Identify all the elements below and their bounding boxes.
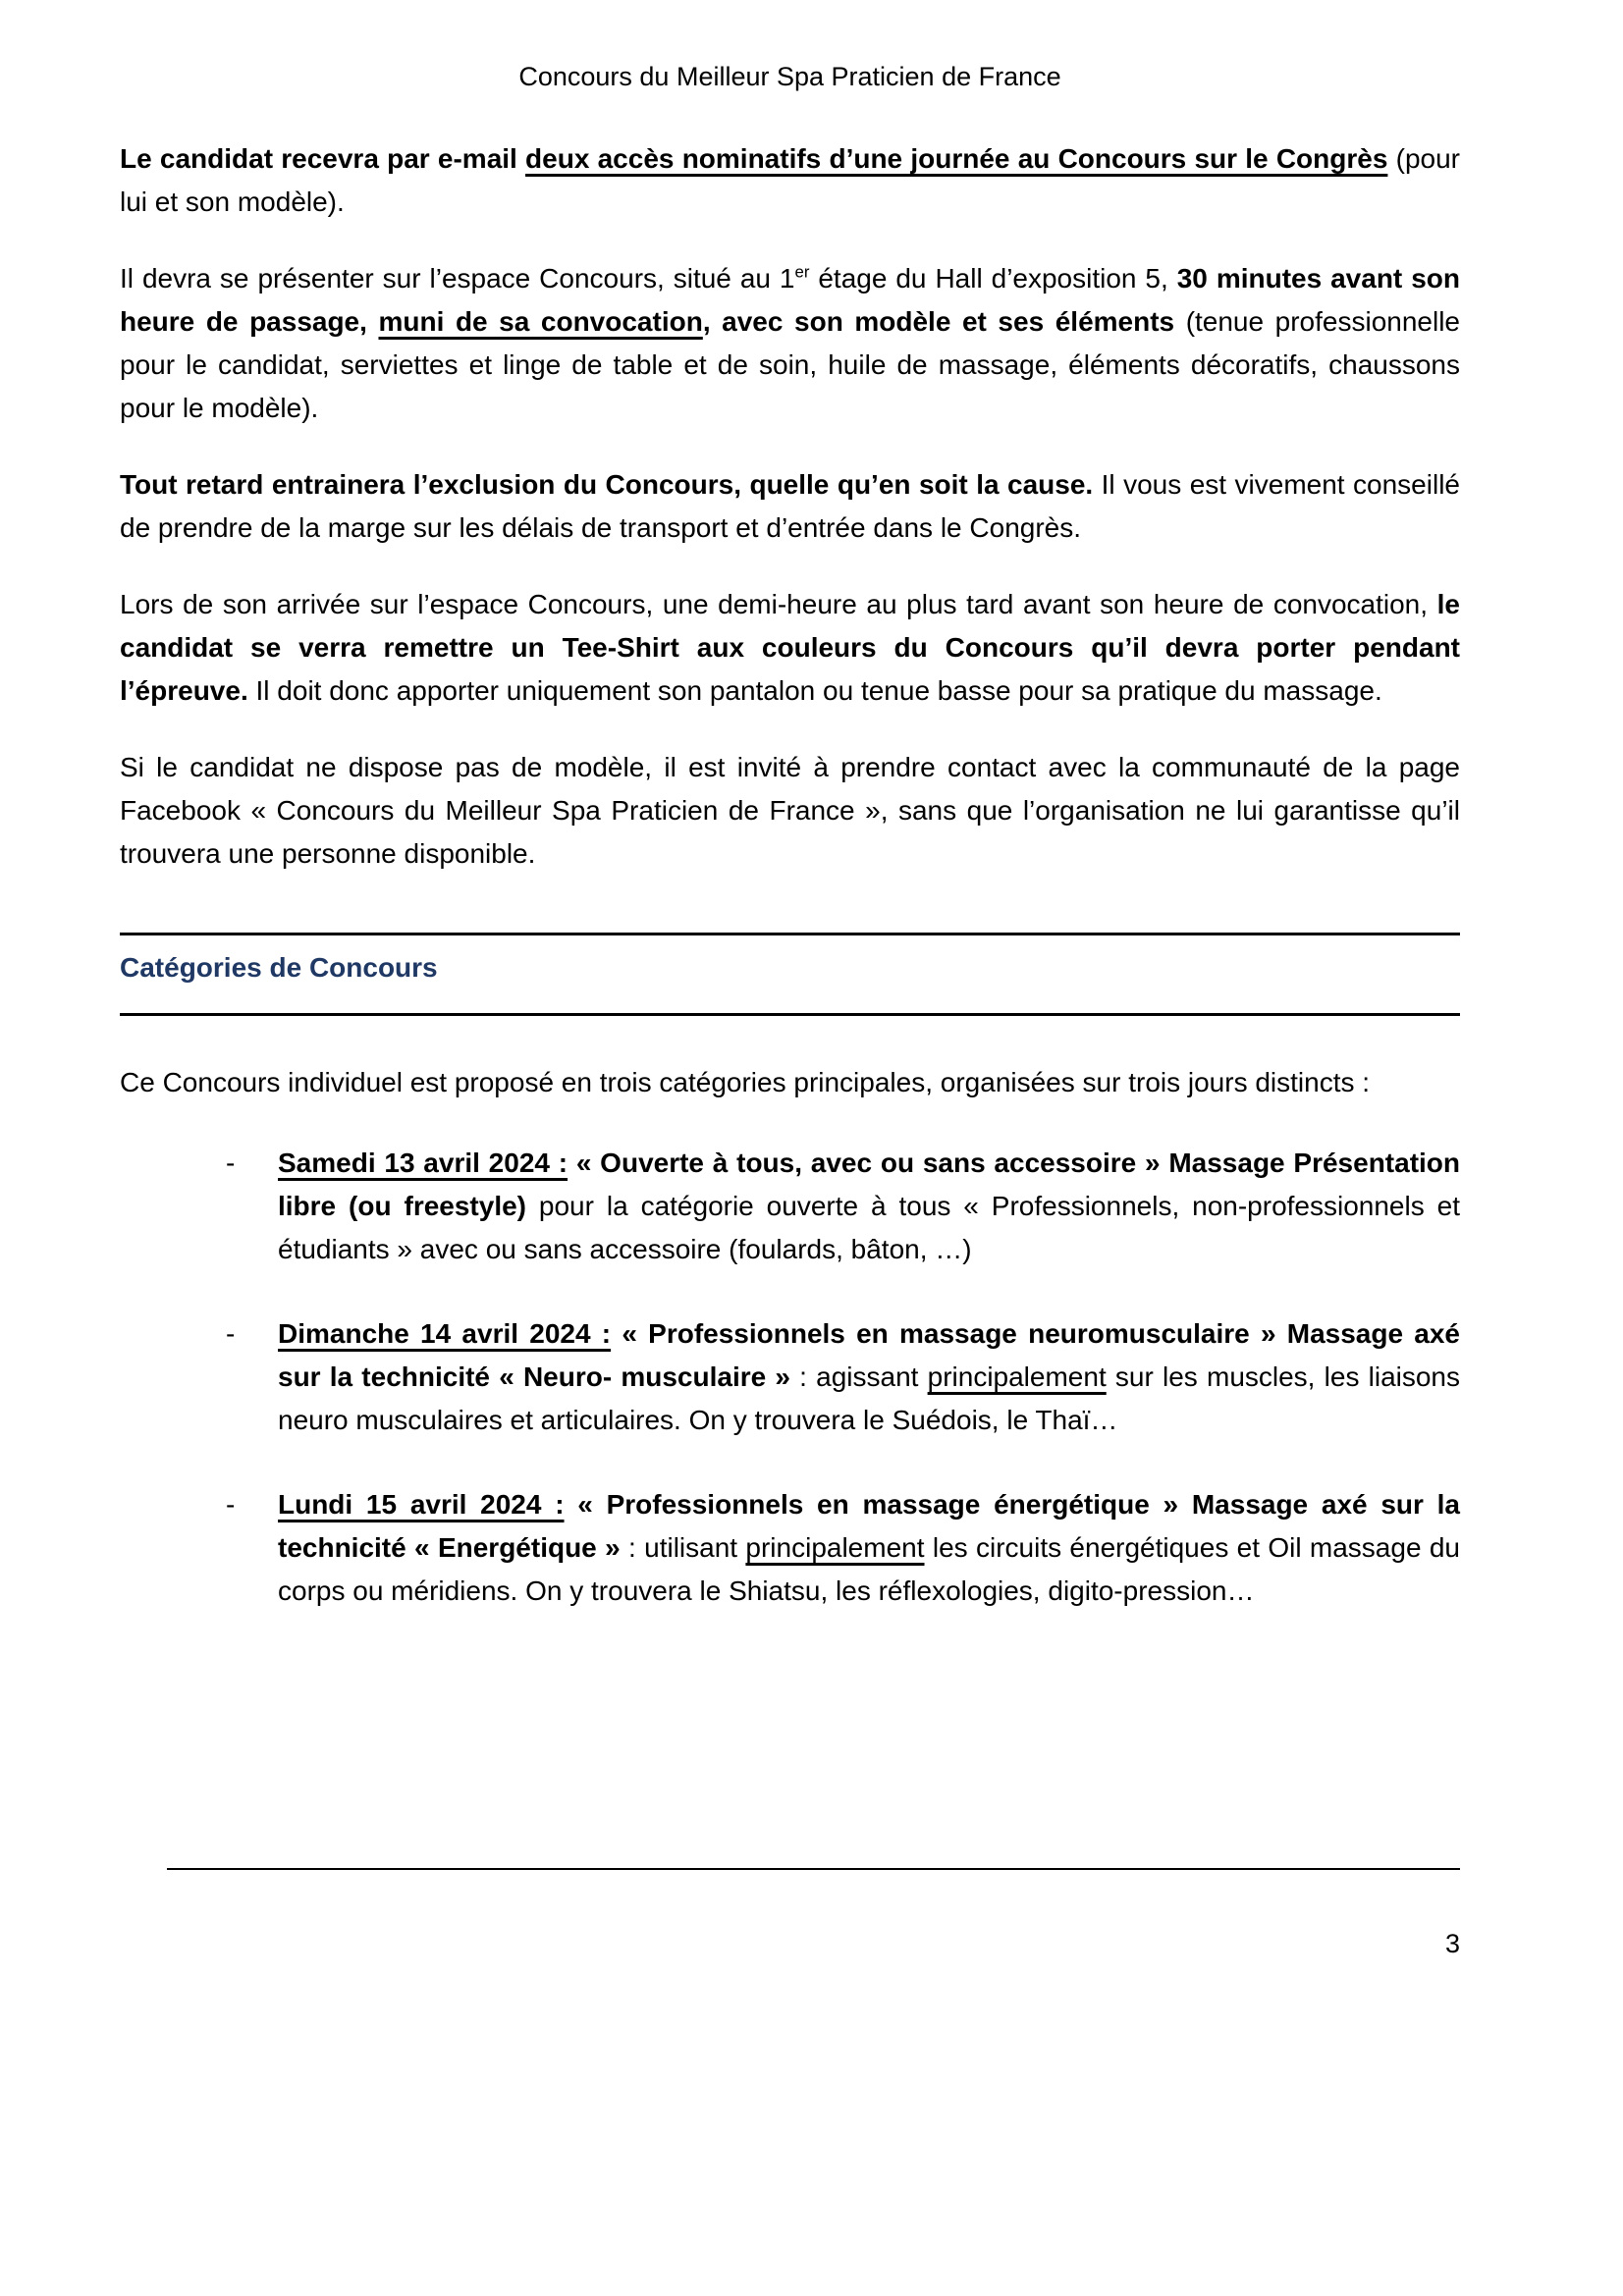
- intro-paragraph: Ce Concours individuel est proposé en trois catégories principales, organisées sur trois jours distincts :: [120, 1067, 1371, 1097]
- list-item-sunday: [120, 1312, 1460, 1442]
- list-item-text: Dimanche 14 avril 2024 : « Professionnels en massage neuromusculaire » Massage axé sur la technicité « Neuro- musculaire » : agissant principalement sur les muscles, les liaisons neuro musculaires et articulaires. On y trouvera le Suédois, le Thaï…: [278, 1318, 1461, 1435]
- paragraph-tee-shirt: Lors de son arrivée sur l’espace Concours, une demi-heure au plus tard avant son heure de convocation, le candidat se verra remettre un Tee-Shirt aux couleurs du Concours qu’il devra porter pendant l’épreuve. Il doit donc apporter uniquement son pantalon ou tenue basse pour sa pratique du massage.: [120, 589, 1460, 706]
- section-heading-block: [120, 933, 1460, 1016]
- dash-bullet: -: [226, 1489, 236, 1520]
- dash-bullet: -: [226, 1318, 236, 1349]
- footer-divider: [167, 1868, 1460, 1870]
- list-item-saturday: [120, 1142, 1460, 1271]
- contest-categories-list: [120, 1142, 1460, 1613]
- list-item-text: Lundi 15 avril 2024 : « Professionnels en massage énergétique » Massage axé sur la technicité « Energétique » : utilisant principalement les circuits énergétiques et Oil massage du corps ou méridiens. On y trouvera le Shiatsu, les réflexologies, digito-pression…: [278, 1489, 1461, 1606]
- paragraph-no-model: Si le candidat ne dispose pas de modèle, il est invité à prendre contact avec la communauté de la page Facebook « Concours du Meilleur Spa Praticien de France », sans que l’organisation ne lui garantisse qu’il trouvera une personne disponible.: [120, 752, 1460, 869]
- paragraph-late-exclusion: Tout retard entrainera l’exclusion du Concours, quelle qu’en soit la cause. Il vous est vivement conseillé de prendre de la marge sur les délais de transport et d’entrée dans le Congrès.: [120, 469, 1460, 543]
- list-item-text: Samedi 13 avril 2024 : « Ouverte à tous, avec ou sans accessoire » Massage Présentation libre (ou freestyle) pour la catégorie ouverte à tous « Professionnels, non-professionnels et étudiants » avec ou sans accessoire (foulards, bâton, …): [278, 1148, 1460, 1264]
- document-header-title: Concours du Meilleur Spa Praticien de France: [518, 62, 1061, 91]
- section-title: Catégories de Concours: [120, 952, 438, 983]
- dash-bullet: -: [226, 1148, 236, 1178]
- list-item-monday: [120, 1483, 1460, 1613]
- paragraph-email-access: Le candidat recevra par e-mail deux accès nominatifs d’une journée au Concours sur le Congrès (pour lui et son modèle).: [120, 143, 1460, 217]
- paragraph-presentation-instructions: Il devra se présenter sur l’espace Concours, situé au 1er étage du Hall d’exposition 5, 30 minutes avant son heure de passage, muni de sa convocation, avec son modèle et ses éléments (tenue professionnelle pour le candidat, serviettes et linge de table et de soin, huile de massage, éléments décoratifs, chaussons pour le modèle).: [120, 262, 1460, 423]
- page-number: 3: [1444, 1929, 1460, 1958]
